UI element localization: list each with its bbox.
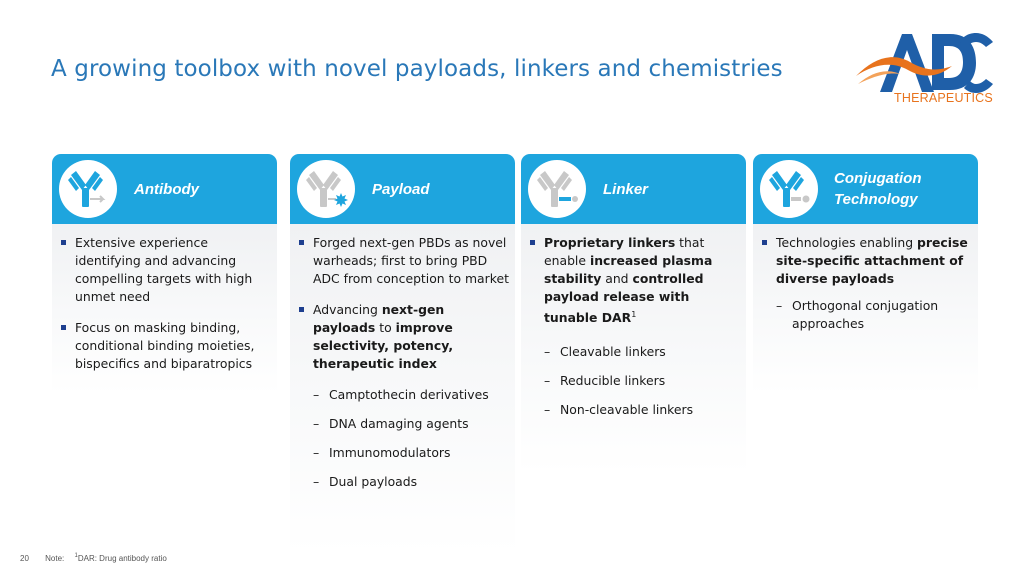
note-label: Note: [45,553,65,563]
card-header [290,154,515,224]
sub-item: – DNA damaging agents [298,415,509,433]
bullet-item: Forged next-gen PBDs as novel warheads; first to bring PBD ADC from conception to market [298,234,509,288]
slide-title: A growing toolbox with novel payloads, linkers and chemistries [51,56,783,82]
card-title: Antibody [134,180,199,198]
sub-item: – Reducible linkers [529,372,740,390]
sub-item: – Camptothecin derivatives [298,386,509,404]
bullet-item: Focus on masking binding, conditional binding moieties, bispecifics and biparatropics [60,319,271,373]
logo-subtitle: THERAPEUTICS [894,91,993,105]
sub-item: – Non-cleavable linkers [529,401,740,419]
card-content [52,224,277,373]
sub-item: – Cleavable linkers [529,343,740,361]
card-content [290,224,515,491]
sub-item: – Immunomodulators [298,444,509,462]
card-conjugation-technology [753,154,978,344]
antibody-icon [59,160,117,218]
card-antibody [52,154,277,386]
payload-icon [297,160,355,218]
card-content [753,224,978,333]
bullet-item: Advancing next-gen payloads to improve selectivity, potency, therapeutic index [298,301,509,373]
note-text: $^1$DAR: Drug antibody ratio [74,553,167,563]
card-header [52,154,277,224]
bullet-item: Extensive experience identifying and advancing compelling targets with high unmet need [60,234,271,306]
card-payload [290,154,515,502]
card-title: Conjugation Technology [834,170,922,208]
linker-icon [528,160,586,218]
bullet-item: Technologies enabling precise site-specific attachment of diverse payloads [761,234,972,288]
card-linker [521,154,746,430]
card-header [753,154,978,224]
card-content [521,224,746,419]
sub-item: – Orthogonal conjugation approaches [761,297,972,333]
page-number: 20 [20,553,29,563]
conjugation-icon [760,160,818,218]
card-title: Payload [372,180,430,198]
card-header [521,154,746,224]
card-title: Linker [603,180,649,198]
footer [20,553,167,563]
sub-item: – Dual payloads [298,473,509,491]
bullet-item: Proprietary linkers that enable increased plasma stability and controlled payload release with tunable DAR$^1$ [529,234,740,327]
